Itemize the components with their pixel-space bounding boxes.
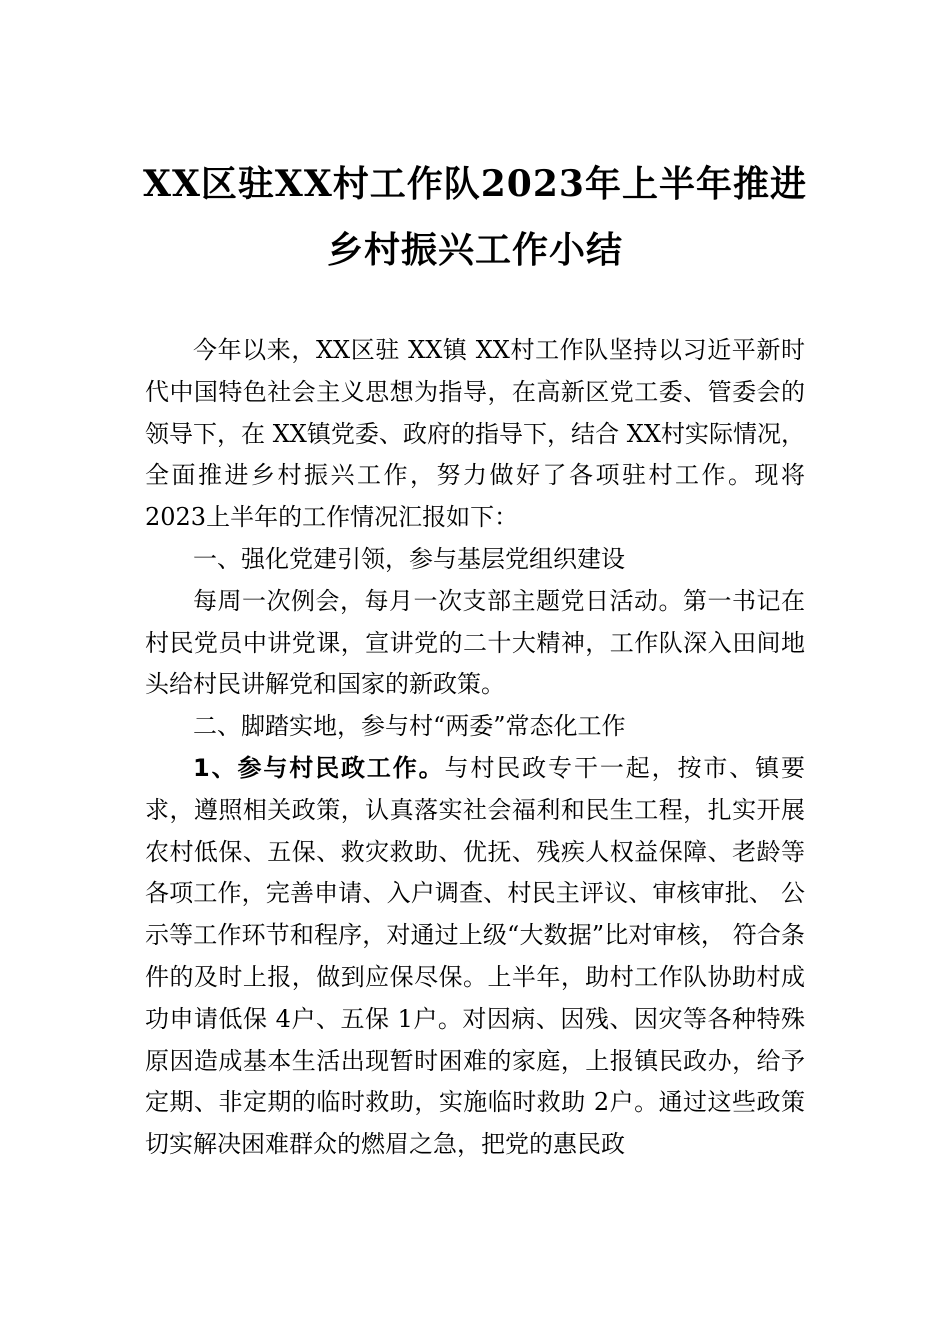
section-1-heading: 一、强化党建引领，参与基层党组织建设 [193, 544, 625, 573]
item-1-lead: 1、参与村民政工作。 [193, 753, 445, 782]
intro-paragraph: 今年以来，XX区驻 XX镇 XX村工作队坚持以习近平新时代中国特色社会主义思想为指导，在高新区党工委、管委会的领导下，在 XX镇党委、政府的指导下，结合 XX村实际情况，全面推进乡村振兴工作，努力做好了各项驻村工作。现将 2023上半年的工作情况汇报如下： [145, 336, 805, 532]
item-1-body: 与村民政专干一起，按市、镇要求，遵照相关政策，认真落实社会福利和民生工程，扎实开展农村低保、五保、救灾救助、优抚、残疾人权益保障、老龄等各项工作，完善申请、入户调查、村民主评议、审核审批、 公示等工作环节和程序，对通过上级“大数据”比对审核， 符合条件的及时上报，做到应保尽保。上半年，助村工作队协助村成功申请低保 4户、五保 1户。对因病、因残、因灾等各种特殊原因造成基本生活出现暂时困难的家庭，上报镇民政办，给予定期、非定期的临时救助，实施临时救助 2户。通过这些政策切实解决困难群众的燃眉之急，把党的惠民政 [145, 753, 806, 1159]
section-1-paragraph: 每周一次例会，每月一次支部主题党日活动。第一书记在村民党员中讲党课，宣讲党的二十大精神，工作队深入田间地头给村民讲解党和国家的新政策。 [145, 586, 805, 699]
document-title-line-1: XX区驻XX村工作队2023年上半年推进 [143, 163, 807, 205]
item-1-paragraph [145, 748, 805, 1166]
document-body [145, 330, 805, 1166]
document-title-line-2: 乡村振兴工作小结 [326, 229, 623, 271]
section-2-heading: 二、脚踏实地，参与村“两委”常态化工作 [193, 712, 626, 741]
